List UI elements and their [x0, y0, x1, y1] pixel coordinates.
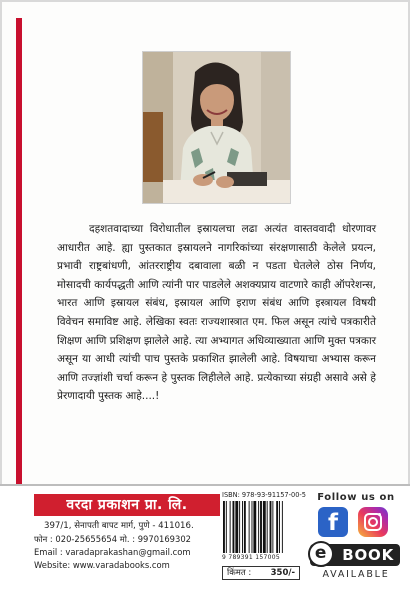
- barcode: [222, 501, 300, 553]
- barcode-bar: [249, 501, 250, 553]
- barcode-bar: [230, 501, 231, 553]
- instagram-icon-lens: [368, 517, 378, 527]
- barcode-bar: [272, 501, 273, 553]
- facebook-icon[interactable]: f: [318, 507, 348, 537]
- barcode-bar: [276, 501, 278, 553]
- barcode-bar: [233, 501, 235, 553]
- barcode-bar: [270, 501, 272, 553]
- publisher-address: 397/1, सेनापती बापट मार्ग, पुणे - 411016.: [44, 521, 194, 531]
- publisher-footer: [0, 484, 410, 595]
- book-description: दहशतवादाच्या विरोधातील इस्रायलचा लढा अत्यंत वास्तववादी धोरणावर आधारीत आहे. ह्या पुस्तकात इस्रायलने नागरिकांच्या संरक्षणासाठी केलेले प्रयत्न, प्रभावी राष्ट्रबांधणी, आंतरराष्ट्रीय दबावाला बळी न पडता घेतलेले ठोस निर्णय, मोसादची कार्यपद्धती आणि त्यांनी पार पाडलेले अशक्यप्राय वाटणारे काही ऑपरेशन्स, भारत आणि इस्रायल संबंध, इस्रायल आणि इराण संबंध आणि इस्त्रायल विषयी विवेचन समाविष्ट आहे. लेखिका स्वतः राज्यशास्त्रात एम. फिल असून त्यांचे पत्रकारीते शिक्षण आणि प्रशिक्षण झालेले आहे. त्या अभ्यागत अधिव्याख्याता आणि मुक्त पत्रकार असून या आधी त्यांची पाच पुस्तके प्रकाशित झालेली आहे. विषयाचा अभ्यास करून आणि तज्ज्ञांशी चर्चा करून हे पुस्तक लिहीलेले आहे. प्रत्येकाच्या संग्रही असावे असे हे प्रेरणादायी पुस्तक आहे....!: [57, 223, 376, 403]
- barcode-bar: [263, 501, 266, 553]
- publisher-email[interactable]: Email : varadaprakashan@gmail.com: [34, 547, 191, 557]
- ebook-icon[interactable]: [310, 544, 400, 566]
- red-spine-strip: [16, 18, 22, 548]
- barcode-bar: [226, 501, 227, 553]
- barcode-bar: [235, 501, 238, 553]
- ebook-e-letter: e: [308, 541, 334, 567]
- barcode-bar: [223, 501, 225, 553]
- barcode-bar: [279, 501, 280, 553]
- barcode-bar: [282, 501, 283, 553]
- price-value: 350/-: [270, 568, 295, 578]
- publisher-name: वरदा प्रकाशन प्रा. लि.: [34, 494, 220, 516]
- publisher-phone: फोन : 020-25655654 मो. : 9970169302: [34, 534, 191, 544]
- barcode-bar: [260, 501, 262, 553]
- social-panel: [306, 488, 406, 588]
- publisher-contact: [34, 520, 234, 572]
- ebook-label: BOOK: [342, 546, 394, 564]
- barcode-bar: [258, 501, 259, 553]
- barcode-bar: [242, 501, 243, 553]
- barcode-bar: [244, 501, 246, 553]
- price-box: [222, 566, 300, 580]
- instagram-icon[interactable]: [358, 507, 388, 537]
- author-photo-illustration: [143, 52, 290, 203]
- available-label: AVAILABLE: [322, 569, 390, 580]
- instagram-icon-dot: [378, 513, 381, 516]
- barcode-digits: 9 789391 157005: [222, 554, 280, 561]
- barcode-bar: [239, 501, 240, 553]
- price-label: किंमत :: [227, 568, 252, 578]
- barcode-bar: [252, 501, 253, 553]
- author-photo: [142, 51, 291, 204]
- follow-us-label: Follow us on: [317, 492, 395, 503]
- barcode-bar: [253, 501, 256, 553]
- isbn-label: ISBN: 978-93-91157-00-5: [222, 491, 306, 499]
- publisher-website[interactable]: Website: www.varadabooks.com: [34, 560, 170, 570]
- barcode-bar: [267, 501, 268, 553]
